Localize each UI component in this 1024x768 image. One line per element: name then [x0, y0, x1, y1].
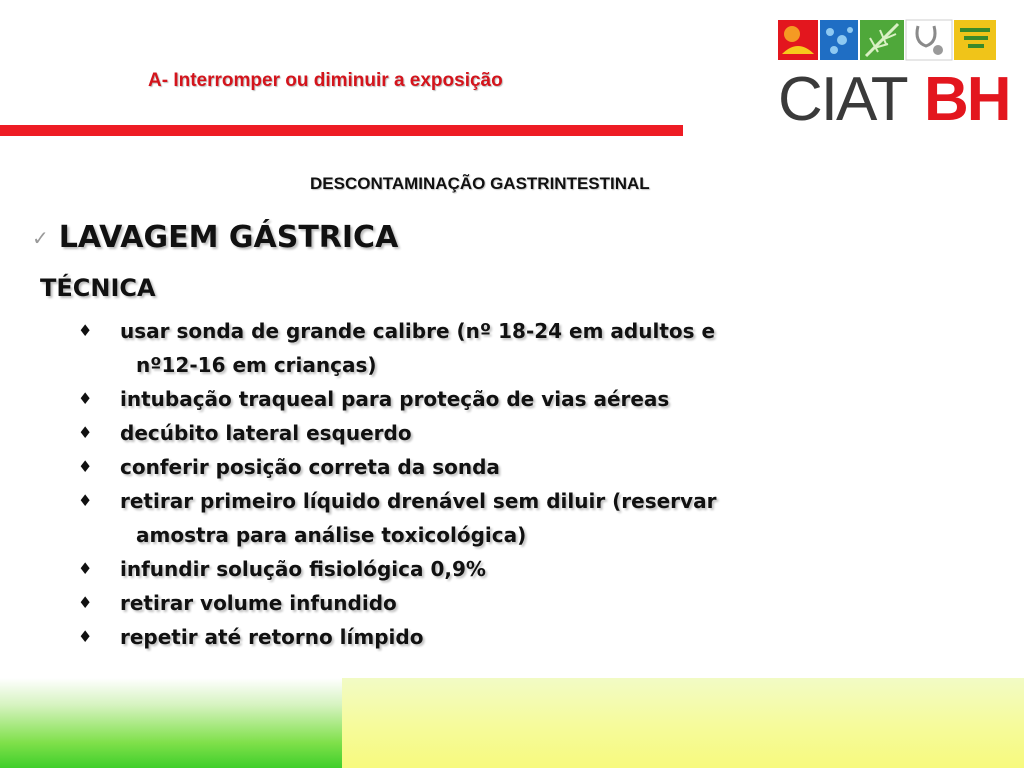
list-item-text-continued: nº12-16 em crianças): [136, 353, 377, 377]
diamond-bullet-icon: ♦: [78, 389, 93, 408]
list-item-text: retirar primeiro líquido drenável sem diluir (reservar: [120, 489, 717, 513]
list-item-text: repetir até retorno límpido: [120, 625, 424, 649]
main-heading: [32, 220, 398, 255]
footer-green-band: [0, 678, 342, 768]
list-item-text: retirar volume infundido: [120, 591, 397, 615]
list-item-text: infundir solução fisiológica 0,9%: [120, 557, 486, 581]
checkmark-icon: ✓: [32, 225, 49, 250]
header-title: A- Interromper ou diminuir a exposição: [148, 70, 503, 91]
logo-tile-white: [906, 20, 952, 60]
diamond-bullet-icon: ♦: [78, 321, 93, 340]
section-title: DESCONTAMINAÇÃO GASTRINTESTINAL: [310, 174, 650, 193]
diamond-bullet-icon: ♦: [78, 423, 93, 442]
logo-text-right: BH: [924, 65, 1010, 134]
list-item-text: usar sonda de grande calibre (nº 18-24 em adultos e: [120, 319, 716, 343]
list-item-text: intubação traqueal para proteção de vias aéreas: [120, 387, 670, 411]
diamond-bullet-icon: ♦: [78, 457, 93, 476]
header-red-bar: [0, 125, 683, 136]
diamond-bullet-icon: ♦: [78, 627, 93, 646]
list-item: [78, 416, 898, 450]
main-heading-text: LAVAGEM GÁSTRICA: [58, 220, 399, 255]
diamond-bullet-icon: ♦: [78, 559, 93, 578]
list-item-text-continued: amostra para análise toxicológica): [136, 523, 527, 547]
diamond-bullet-icon: ♦: [78, 491, 93, 510]
list-item: [78, 586, 898, 620]
list-item-text: decúbito lateral esquerdo: [120, 421, 412, 445]
sub-heading: TÉCNICA: [40, 274, 156, 302]
diamond-bullet-icon: ♦: [78, 593, 93, 612]
logo-text-left: CIAT: [778, 65, 907, 134]
list-item: [78, 382, 898, 416]
list-item-text: conferir posição correta da sonda: [120, 455, 500, 479]
ciatbh-logo: [778, 20, 1010, 134]
footer-yellow-band: [342, 678, 1024, 768]
list-item: [78, 450, 898, 484]
list-item: [78, 620, 898, 654]
list-item: [78, 552, 898, 586]
bullet-list: [78, 314, 898, 654]
list-item: [78, 484, 898, 552]
list-item: [78, 314, 898, 382]
